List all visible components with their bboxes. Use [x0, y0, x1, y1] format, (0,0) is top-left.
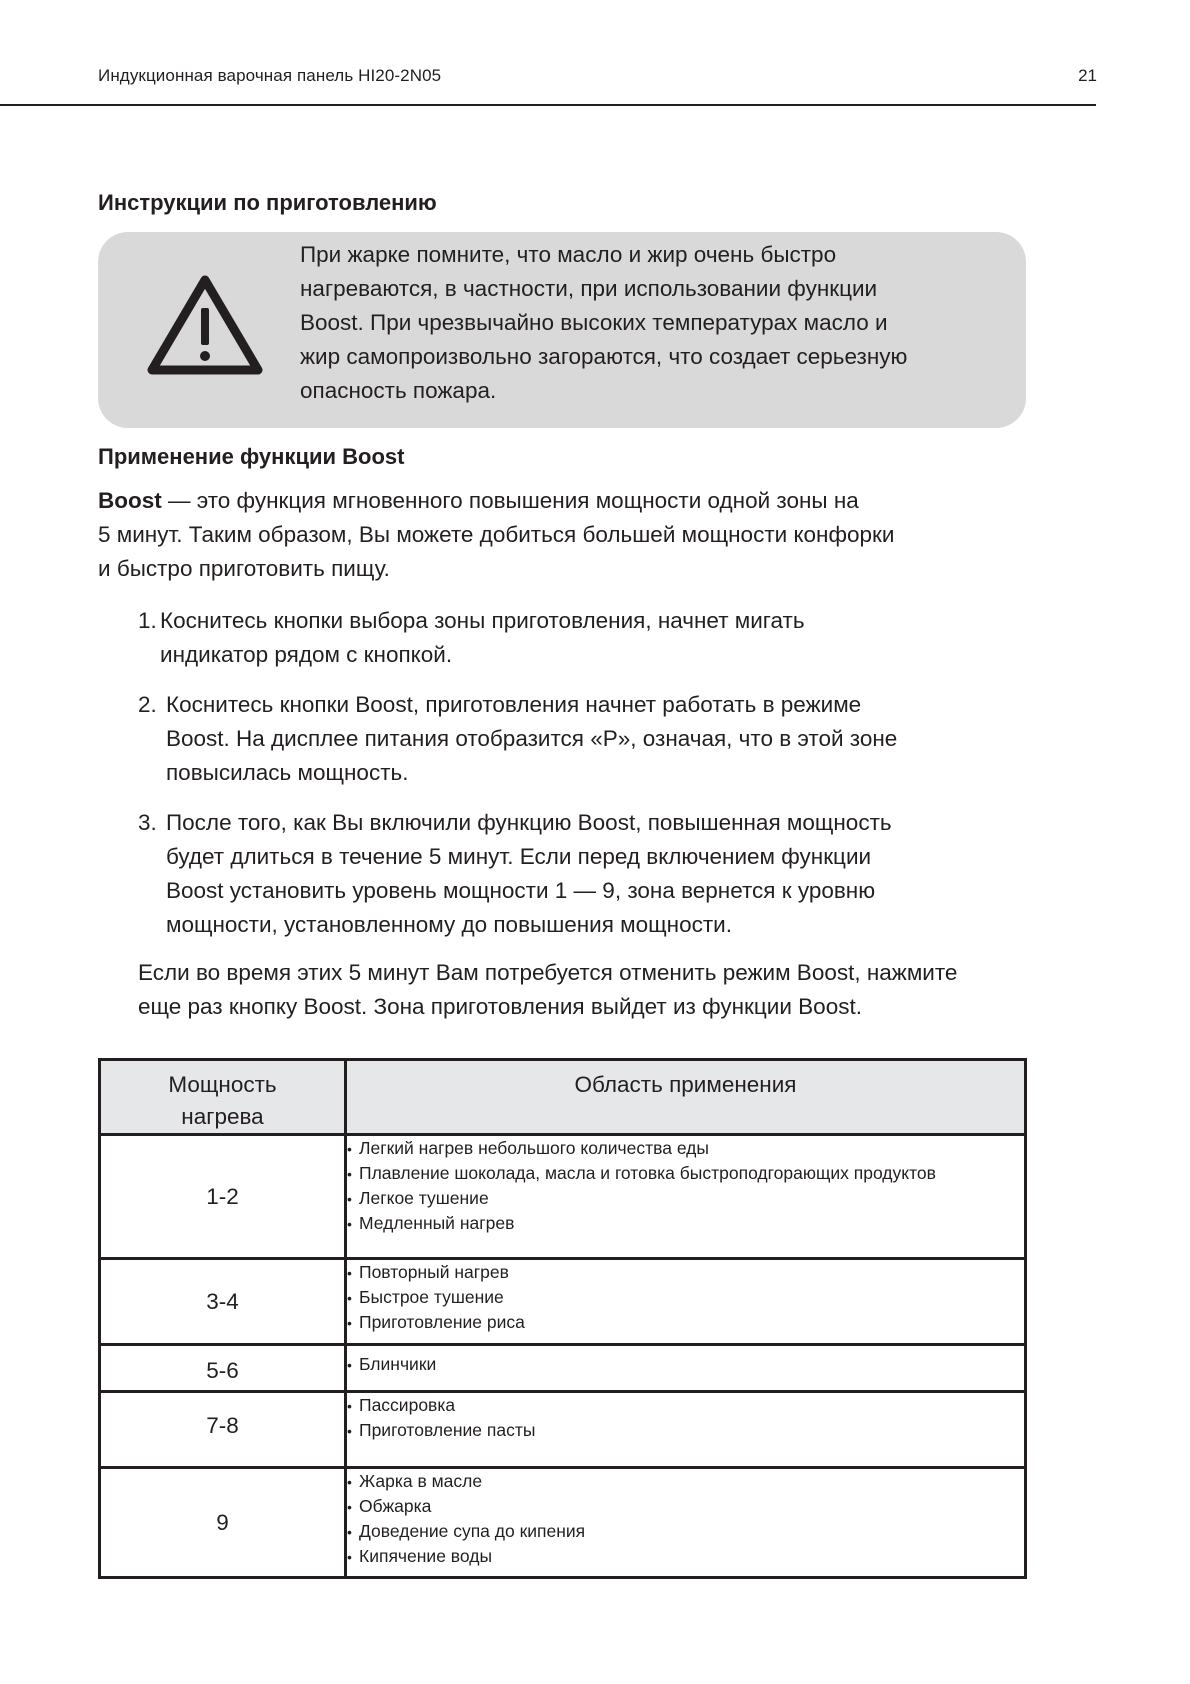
warning-line: жир самопроизвольно загораются, что создает серьезную	[300, 344, 908, 369]
boost-term: Boost	[98, 488, 162, 513]
table-row	[100, 1392, 1026, 1468]
table-row	[100, 1259, 1026, 1345]
power-level-cell: 1-2	[100, 1135, 346, 1259]
warning-line: Boost. При чрезвычайно высоких температурах масло и	[300, 310, 888, 335]
warning-text	[300, 238, 1010, 408]
use-item: • Легкое тушение	[347, 1188, 489, 1208]
use-item: • Доведение супа до кипения	[347, 1521, 586, 1541]
use-item: • Блинчики	[347, 1354, 437, 1374]
intro-line: и быстро приготовить пищу.	[98, 556, 390, 581]
use-item: • Приготовление риса	[347, 1312, 525, 1332]
uses-cell	[346, 1259, 1026, 1345]
step-item	[138, 604, 1018, 672]
step-line: Коснитесь кнопки выбора зоны приготовления, начнет мигать	[160, 608, 805, 633]
step-line: Коснитесь кнопки Boost, приготовления начнет работать в режиме	[166, 692, 862, 717]
boost-heading: Применение функции Boost	[98, 444, 405, 469]
use-item: • Повторный нагрев	[347, 1262, 509, 1282]
note-line: еще раз кнопку Boost. Зона приготовления выйдет из функции Boost.	[138, 994, 862, 1019]
running-header: Индукционная варочная панель HI20-2N05	[98, 66, 442, 85]
warning-triangle-icon	[146, 272, 264, 378]
page-number: 21	[1078, 66, 1097, 85]
step-line: Boost установить уровень мощности 1 — 9, зона вернется к уровню	[166, 878, 876, 903]
uses-cell	[346, 1135, 1026, 1259]
intro-line: — это функция мгновенного повышения мощности одной зоны на	[161, 488, 859, 513]
table-row	[100, 1345, 1026, 1392]
uses-cell	[346, 1345, 1026, 1392]
step-line: индикатор рядом с кнопкой.	[160, 642, 453, 667]
use-item: • Кипячение воды	[347, 1546, 493, 1566]
warning-line: опасность пожара.	[300, 378, 497, 403]
step-line: мощности, установленному до повышения мощности.	[166, 912, 732, 937]
boost-cancel-note	[138, 956, 1038, 1024]
column-header-uses: Область применения	[346, 1060, 1026, 1135]
warning-line: нагреваются, в частности, при использовании функции	[300, 276, 878, 301]
intro-line: 5 минут. Таким образом, Вы можете добиться большей мощности конфорки	[98, 522, 895, 547]
use-item: • Медленный нагрев	[347, 1213, 515, 1233]
step-line: повысилась мощность.	[166, 760, 409, 785]
use-item: • Обжарка	[347, 1496, 432, 1516]
use-item: • Плавление шоколада, масла и готовка быстроподгорающих продуктов	[347, 1163, 936, 1183]
use-item: • Быстрое тушение	[347, 1287, 504, 1307]
use-item: • Жарка в масле	[347, 1471, 483, 1491]
uses-cell	[346, 1468, 1026, 1578]
step-number: 2.	[138, 692, 157, 717]
cooking-instructions-heading: Инструкции по приготовлению	[98, 190, 437, 215]
power-level-cell: 3-4	[100, 1259, 346, 1345]
use-item: • Пассировка	[347, 1395, 456, 1415]
table-header-row	[100, 1060, 1026, 1135]
power-level-cell: 9	[100, 1468, 346, 1578]
step-item	[138, 688, 1018, 790]
column-header-level	[100, 1060, 346, 1135]
step-line: После того, как Вы включили функцию Boost, повышенная мощность	[166, 810, 892, 835]
header-rule	[0, 104, 1096, 106]
warning-line: При жарке помните, что масло и жир очень быстро	[300, 242, 837, 267]
power-level-cell: 7-8	[100, 1392, 346, 1468]
use-item: • Легкий нагрев небольшого количества еды	[347, 1138, 709, 1158]
boost-intro	[98, 484, 1038, 586]
header-line: нагрева	[181, 1104, 264, 1129]
step-number: 3.	[138, 810, 157, 835]
power-level-cell: 5-6	[100, 1345, 346, 1392]
step-line: будет длиться в течение 5 минут. Если перед включением функции	[166, 844, 872, 869]
table-row	[100, 1135, 1026, 1259]
header-line: Мощность	[168, 1072, 277, 1097]
step-line: Boost. На дисплее питания отобразится «P», означая, что в этой зоне	[166, 726, 898, 751]
table-row	[100, 1468, 1026, 1578]
use-item: • Приготовление пасты	[347, 1420, 536, 1440]
warning-box	[98, 232, 1026, 428]
step-item	[138, 806, 1018, 942]
note-line: Если во время этих 5 минут Вам потребуется отменить режим Boost, нажмите	[138, 960, 958, 985]
step-number: 1.	[138, 608, 157, 633]
uses-cell	[346, 1392, 1026, 1468]
power-level-table	[98, 1058, 1027, 1579]
